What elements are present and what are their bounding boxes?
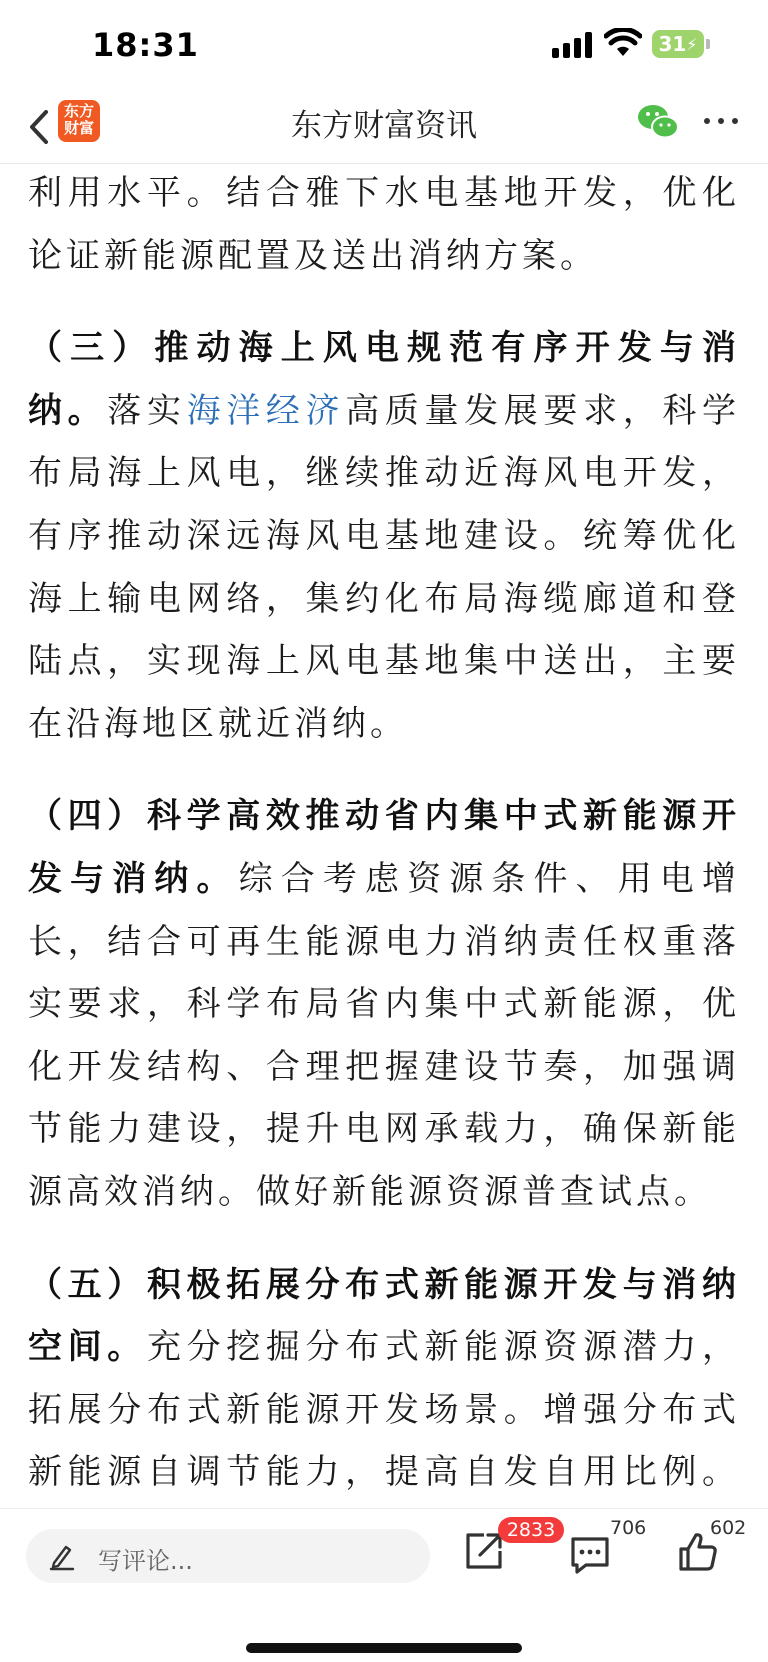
status-time: 18:31 xyxy=(92,26,199,64)
wechat-share-icon[interactable] xyxy=(636,102,680,142)
app-logo: 东方财富 xyxy=(58,100,100,142)
article-body xyxy=(28,162,740,1508)
signal-icon xyxy=(552,32,594,58)
status-bar xyxy=(0,0,768,90)
article-paragraph xyxy=(28,785,740,1223)
paragraph-text: 落实 xyxy=(107,390,187,431)
battery-icon: 31 ⚡ xyxy=(652,30,704,58)
comment-icon[interactable] xyxy=(568,1533,612,1577)
paragraph-text: 利用水平。结合雅下水电基地开发，优化论证新能源配置及送出消纳方案。 xyxy=(28,173,740,276)
like-count: 602 xyxy=(710,1517,747,1539)
comment-input[interactable] xyxy=(26,1529,430,1583)
nav-bar xyxy=(0,92,768,164)
page-title: 东方财富资讯 xyxy=(291,108,477,144)
comment-count: 706 xyxy=(610,1517,647,1539)
paragraph-text: 高质量发展要求，科学布局海上风电，继续推动近海风电开发，有序推动深远海风电基地建设。统筹优化海上输电网络，集约化布局海缆廊道和登陆点，实现海上风电基地集中送出，主要在沿海地区就近消纳。 xyxy=(28,390,740,744)
home-indicator xyxy=(246,1643,522,1653)
keyword-link[interactable]: 海洋经济 xyxy=(186,390,346,431)
paragraph-text: 综合考虑资源条件、用电增长，结合可再生能源电力消纳责任权重落实要求，科学布局省内集中式新能源，优化开发结构、合理把握建设节奏，加强调节能力建设，提升电网承载力，确保新能源高效消纳。做好新能源资源普查试点。 xyxy=(28,858,740,1212)
article-paragraph xyxy=(28,317,740,755)
paragraph-text: 充分挖掘分布式新能源资源潜力，拓展分布式新能源开发场景。增强分布式新能源自调节能力，提高自发自用比例。 xyxy=(28,1327,740,1493)
section-heading: （五）积极拓展分布式新能源开发与消纳空间。 xyxy=(28,1264,740,1368)
comment-placeholder: 写评论... xyxy=(98,1547,193,1575)
wifi-icon xyxy=(604,28,642,58)
article-paragraph xyxy=(28,162,740,287)
section-heading: （四）科学高效推动省内集中式新能源开发与消纳。 xyxy=(28,796,740,899)
article-paragraph xyxy=(28,1254,740,1509)
battery-level: 31 xyxy=(658,32,687,56)
more-icon[interactable] xyxy=(702,106,742,136)
share-count-badge: 2833 xyxy=(498,1517,564,1543)
section-heading: （三）推动海上风电规范有序开发与消纳。 xyxy=(28,328,740,431)
pencil-icon xyxy=(48,1541,76,1571)
bottom-action-bar xyxy=(0,1508,768,1662)
